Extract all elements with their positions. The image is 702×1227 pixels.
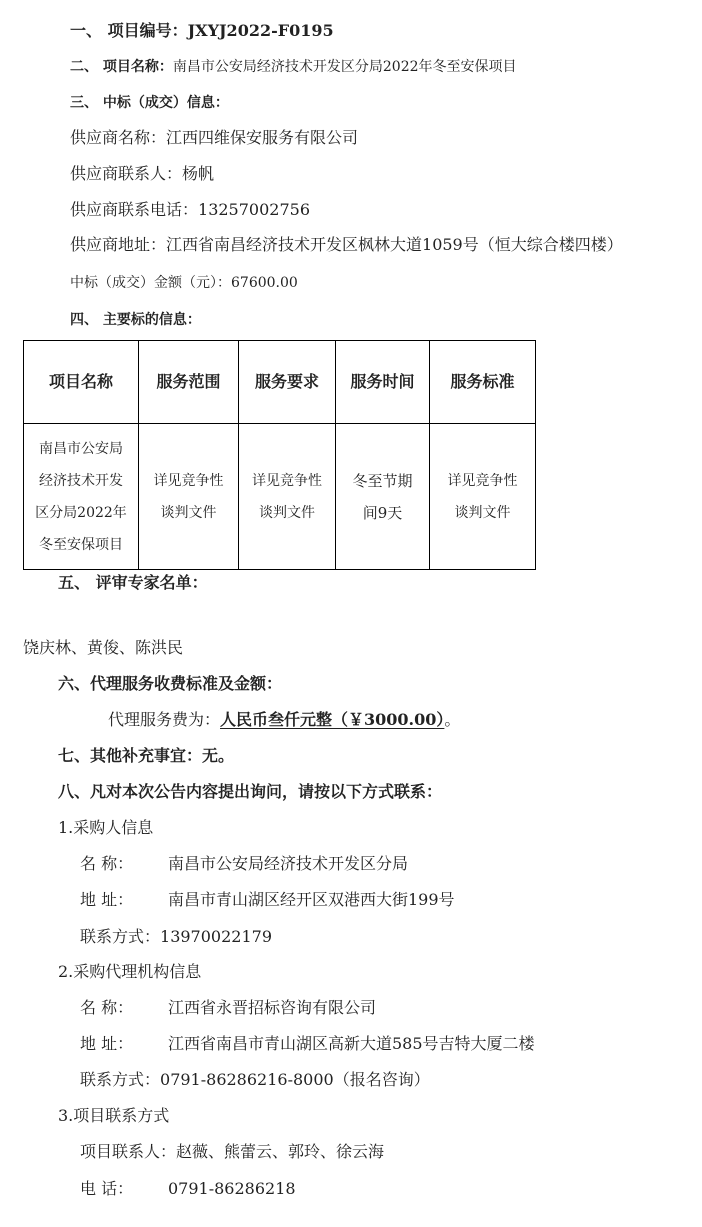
section-1-label: 一、 项目编号： (70, 21, 188, 40)
table-header-row (24, 341, 536, 424)
supplier-name-label: 供应商名称： (70, 128, 167, 147)
table-header-cell: 服务范围 (139, 341, 239, 424)
supplier-phone-label: 供应商联系电话： (70, 200, 199, 219)
section-4-heading: 四、 主要标的信息： (70, 312, 201, 328)
agency-name-line (80, 997, 376, 1019)
supplier-contact-line (70, 163, 214, 185)
project-contact-phone-line (80, 1178, 296, 1200)
project-contact-people-label: 项目联系人： (80, 1142, 177, 1161)
agency-fee-label: 代理服务费为： (108, 710, 221, 729)
section-8-heading: 八、凡对本次公告内容提出询问，请按以下方式联系： (58, 782, 443, 801)
agency-address-line (80, 1033, 535, 1055)
purchaser-title: 1.采购人信息 (58, 818, 154, 837)
cell-line: 谈判文件 (160, 504, 217, 521)
purchaser-name-label: 名 称： (80, 854, 134, 873)
table-header-cell: 服务要求 (239, 341, 336, 424)
main-subject-table (23, 340, 536, 570)
section-5-heading: 五、 评审专家名单： (58, 573, 208, 592)
agency-contact-value: 0791-86286216-8000（报名咨询） (160, 1070, 430, 1089)
section-1-project-number (70, 20, 334, 42)
supplier-name-value: 江西四维保安服务有限公司 (166, 128, 359, 147)
cell-line: 南昌市公安局 (39, 440, 123, 457)
agency-address-label: 地 址： (80, 1034, 134, 1053)
supplier-name-line (70, 127, 358, 149)
cell-line: 冬至安保项目 (39, 536, 123, 553)
supplier-phone-line (70, 199, 310, 221)
supplier-contact-value: 杨帆 (182, 164, 215, 183)
section-2-label: 二、 项目名称： (70, 59, 173, 75)
agency-address-value: 江西省南昌市青山湖区高新大道585号吉特大厦二楼 (168, 1034, 535, 1053)
supplier-address-value: 江西省南昌经济技术开发区枫林大道1059号（恒大综合楼四楼） (166, 235, 623, 254)
agency-title: 2.采购代理机构信息 (58, 962, 202, 981)
cell-line: 谈判文件 (259, 504, 315, 521)
agency-name-label: 名 称： (80, 998, 134, 1017)
project-contact-phone-label: 电 话： (80, 1179, 134, 1198)
cell-line: 间9天 (362, 503, 403, 522)
purchaser-name-value: 南昌市公安局经济技术开发区分局 (168, 854, 409, 873)
project-contact-title: 3.项目联系方式 (58, 1106, 170, 1125)
project-contact-people-value: 赵薇、熊蕾云、郭玲、徐云海 (176, 1142, 385, 1161)
agency-contact-label: 联系方式： (80, 1070, 161, 1089)
project-contact-phone-value: 0791-86286218 (168, 1179, 296, 1198)
section-3-heading: 三、 中标（成交）信息： (70, 95, 229, 111)
award-amount-value: 67600.00 (231, 275, 298, 291)
cell-line: 详见竞争性 (153, 472, 224, 489)
expert-list: 饶庆林、黄俊、陈洪民 (23, 638, 184, 657)
project-name-value: 南昌市公安局经济技术开发区分局2022年冬至安保项目 (172, 59, 517, 75)
purchaser-address-label: 地 址： (80, 890, 134, 909)
table-header-cell: 服务时间 (336, 341, 430, 424)
project-number-value: JXYJ2022-F0195 (187, 21, 334, 40)
agency-fee-end: 。 (444, 710, 461, 729)
cell-line: 谈判文件 (454, 504, 511, 521)
table-cell-service-time (336, 424, 430, 570)
agency-contact-line (80, 1069, 430, 1091)
table-row (24, 424, 536, 570)
cell-line: 冬至节期 (352, 471, 413, 490)
purchaser-contact-label: 联系方式： (80, 927, 161, 946)
section-7-heading: 七、其他补充事宜：无。 (58, 746, 235, 765)
table-header-cell: 服务标准 (430, 341, 536, 424)
cell-line: 经济技术开发 (39, 472, 123, 489)
purchaser-contact-value: 13970022179 (160, 927, 272, 946)
table-cell-service-requirement (239, 424, 336, 570)
section-2-project-name (70, 56, 517, 78)
cell-line: 详见竞争性 (447, 472, 518, 489)
project-contact-people-line (80, 1141, 384, 1163)
agency-fee-line (108, 709, 460, 731)
table-cell-service-standard (430, 424, 536, 570)
table-cell-service-scope (139, 424, 239, 570)
supplier-contact-label: 供应商联系人： (70, 164, 183, 183)
cell-line: 区分局2022年 (35, 504, 127, 521)
table-header-cell: 项目名称 (24, 341, 139, 424)
purchaser-name-line (80, 853, 408, 875)
table-cell-project-name (24, 424, 139, 570)
purchaser-contact-line (80, 926, 272, 948)
agency-name-value: 江西省永晋招标咨询有限公司 (168, 998, 377, 1017)
cell-line: 详见竞争性 (252, 472, 322, 489)
section-6-heading: 六、代理服务收费标准及金额： (58, 674, 283, 693)
supplier-address-label: 供应商地址： (70, 235, 167, 254)
agency-fee-value: 人民币叁仟元整（￥3000.00） (220, 710, 445, 729)
supplier-phone-value: 13257002756 (198, 200, 310, 219)
award-amount-line (70, 272, 298, 294)
award-amount-label: 中标（成交）金额（元）： (70, 275, 231, 291)
supplier-address-line (70, 234, 623, 256)
purchaser-address-line (80, 889, 455, 911)
purchaser-address-value: 南昌市青山湖区经开区双港西大街199号 (168, 890, 455, 909)
